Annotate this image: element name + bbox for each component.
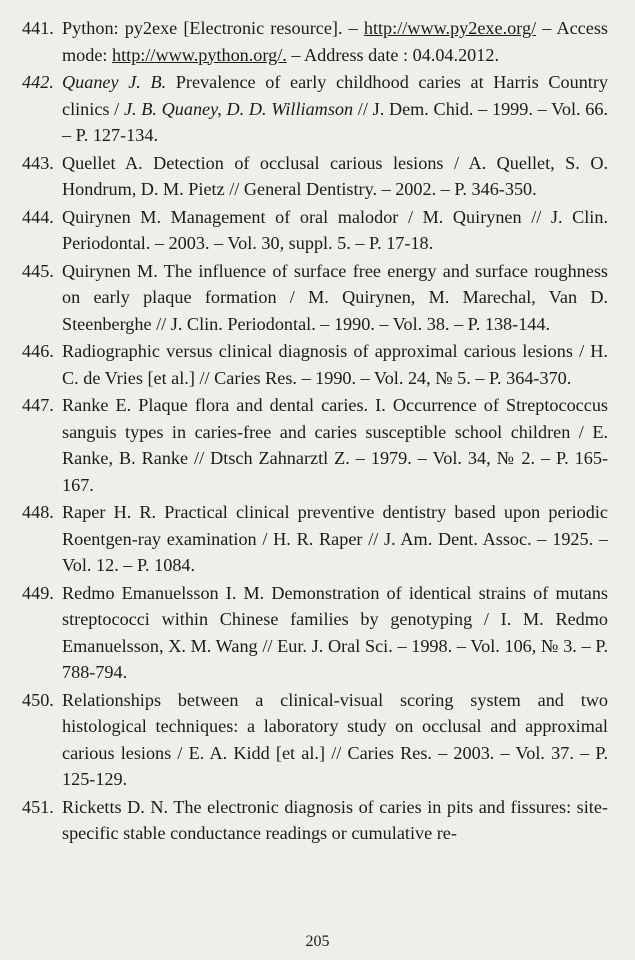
reference-text: Raper H. R. Practical clinical preventive dentistry based upon periodic Roentgen-ray examination / H. R. Raper // J. Am. Dent. Assoc. – 1925. – Vol. 12. – P. 1084.	[62, 502, 608, 575]
reference-url: http://www.python.org/.	[112, 44, 287, 65]
reference-number: 446.	[22, 341, 54, 361]
reference-text: Radiographic versus clinical diagnosis of approximal carious lesions / H. C. de Vries [et al.] // Caries Res. – 1990. – Vol. 24, № 5. – P. 364-370.	[62, 341, 608, 388]
reference-number: 441.	[22, 18, 54, 38]
reference-text: // J. Dem. Chid. – 1999. – Vol. 66. – P. 127-134.	[62, 98, 609, 145]
reference-entry	[22, 580, 608, 686]
reference-text: J. B. Quaney, D. D. Williamson	[123, 98, 354, 119]
reference-entry	[22, 499, 608, 579]
reference-entry	[22, 69, 608, 149]
reference-text: Relationships between a clinical-visual scoring system and two histological techniques: a laboratory study on occlusal and approximal carious lesions / E. A. Kidd [et al.] // Caries Res. – 2003. – Vol. 37. – P. 125-129.	[62, 689, 608, 789]
reference-text: Redmo Emanuelsson I. M. Demonstration of identical strains of mutans streptococci within Chinese families by genotyping / I. M. Redmo Emanuelsson, X. M. Wang // Eur. J. Oral Sci. – 1998. – Vol. 106, № 3. – P. 788-794.	[62, 582, 608, 682]
reference-entry	[22, 204, 608, 257]
reference-url: http://www.py2exe.org/	[363, 18, 537, 38]
reference-text: Python: py2exe [Electronic resource]. –	[62, 18, 364, 38]
reference-list	[22, 15, 608, 848]
reference-text: Ricketts D. N. The electronic diagnosis of caries in pits and fissures: site-specific stable conductance readings or cumulative re-	[62, 796, 608, 843]
reference-text: Quirynen M. Management of oral malodor / M. Quirynen // J. Clin. Periodontal. – 2003. – Vol. 30, suppl. 5. – P. 17-18.	[62, 206, 608, 253]
reference-number: 443.	[22, 152, 54, 173]
reference-entry	[22, 794, 608, 847]
page-number: 205	[305, 933, 330, 950]
reference-number: 445.	[22, 260, 54, 281]
reference-number: 451.	[22, 796, 54, 817]
reference-entry	[22, 687, 608, 793]
reference-number: 449.	[22, 582, 54, 603]
reference-number: 442.	[22, 72, 54, 92]
reference-text: Quaney J. B.	[62, 72, 167, 92]
reference-number: 447.	[22, 395, 54, 415]
reference-text: Quellet A. Detection of occlusal carious lesions / A. Quellet, S. O. Hondrum, D. M. Pietz // General Dentistry. – 2002. – P. 346-350.	[62, 152, 608, 199]
reference-entry	[22, 338, 608, 391]
reference-entry	[22, 15, 608, 68]
reference-entry	[22, 150, 608, 203]
reference-number: 448.	[22, 502, 54, 522]
reference-text: – Address date : 04.04.2012.	[286, 44, 499, 65]
reference-number: 444.	[22, 206, 54, 227]
reference-entry	[22, 392, 608, 498]
reference-text: Ranke E. Plaque flora and dental caries. I. Occurrence of Streptococcus sanguis types in caries-free and caries susceptible school children / E. Ranke, B. Ranke // Dtsch Zahnarztl Z. – 1979. – Vol. 34, № 2. – P. 165-167.	[62, 395, 608, 495]
reference-entry	[22, 258, 608, 338]
reference-text: Prevalence of early childhood caries at Harris Country clinics /	[62, 72, 608, 119]
reference-number: 450.	[22, 689, 54, 710]
reference-text: – Access mode:	[62, 18, 608, 65]
reference-text: Quirynen M. The influence of surface free energy and surface roughness on early plaque formation / M. Quirynen, M. Marechal, Van D. Steenberghe // J. Clin. Periodontal. – 1990. – Vol. 38. – P. 138-144.	[62, 260, 608, 334]
